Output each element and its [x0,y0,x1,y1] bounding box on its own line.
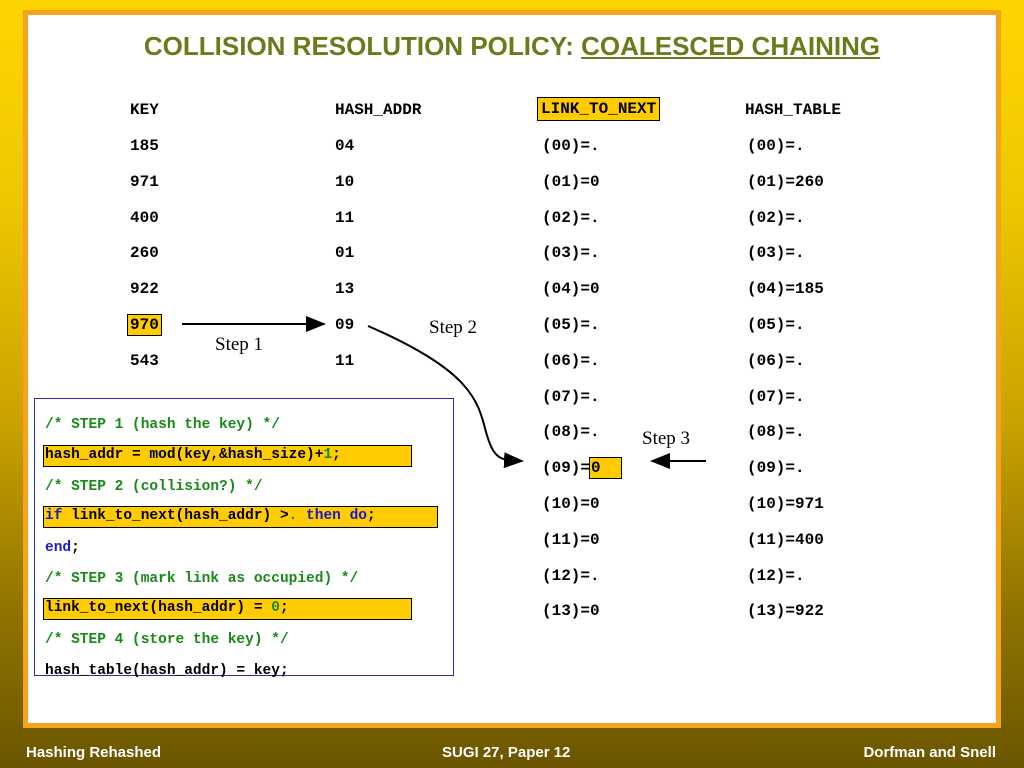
code-comment-step3: /* STEP 3 (mark link as occupied) */ [45,571,359,587]
title-emphasis: COALESCED CHAINING [581,31,881,61]
link-cell: (12)=. [542,567,600,585]
key-cell: 185 [130,137,159,155]
hash-addr-cell: 10 [335,173,355,191]
link-cell: (07)=. [542,388,600,406]
footer-center: SUGI 27, Paper 12 [442,744,571,761]
header-key: KEY [130,101,159,119]
code-line-hash: hash_addr = mod(key,&hash_size)+1; [45,447,341,463]
hash-table-cell: (00)=. [747,137,805,155]
hash-table-cell: (11)=400 [747,531,824,549]
hash-table-cell: (12)=. [747,567,805,585]
hash-table-cell: (08)=. [747,423,805,441]
hash-table-cell: (10)=971 [747,495,824,513]
link-cell: (01)=0 [542,173,600,191]
hash-table-cell: (07)=. [747,388,805,406]
hash-table-cell: (09)=. [747,459,805,477]
hash-table-cell: (03)=. [747,244,805,262]
link-cell: (08)=. [542,423,600,441]
step2-label: Step 2 [429,317,478,338]
code-box [34,398,454,679]
hash-table-cell: (05)=. [747,316,805,334]
hash-addr-cell: 09 [335,316,355,334]
key-cell: 543 [130,352,159,370]
key-cell: 400 [130,209,159,227]
link-cell: (10)=0 [542,495,600,513]
hash-addr-cell: 01 [335,244,355,262]
key-cell: 971 [130,173,159,191]
hash-addr-cell: 13 [335,280,355,298]
hash-table-cell: (04)=185 [747,280,824,298]
step1-label: Step 1 [215,334,264,355]
code-line-end: end; [45,540,80,556]
key-cell: 260 [130,244,159,262]
hash-table-cell: (02)=. [747,209,805,227]
hash-table-cell: (06)=. [747,352,805,370]
link-cell: (02)=. [542,209,600,227]
code-comment-step4: /* STEP 4 (store the key) */ [45,632,289,648]
header-link-to-next: LINK_TO_NEXT [538,98,659,120]
hash-addr-cell: 04 [335,137,355,155]
code-comment-step2: /* STEP 2 (collision?) */ [45,479,263,495]
link-cell: (00)=. [542,137,600,155]
header-hash-addr: HASH_ADDR [335,101,422,119]
code-comment-step1: /* STEP 1 (hash the key) */ [45,417,280,433]
key-cell: 970 [130,316,159,334]
link-cell: (09)=0 [542,459,621,477]
header-hash-table: HASH_TABLE [745,101,842,119]
footer-left: Hashing Rehashed [26,744,162,761]
hash-table-cell: (01)=260 [747,173,824,191]
hash-addr-cell: 11 [335,352,355,370]
hash-addr-cell: 11 [335,209,355,227]
code-line-store: hash_table(hash_addr) = key; [45,663,289,679]
link-cell: (13)=0 [542,602,600,620]
code-line-if: if link_to_next(hash_addr) >. then do; [45,508,376,524]
link-cell: (03)=. [542,244,600,262]
footer-right: Dorfman and Snell [863,744,996,761]
title-prefix: COLLISION RESOLUTION POLICY: [143,31,582,61]
link-09-value: 0 [590,458,621,478]
link-cell: (11)=0 [542,531,600,549]
link-cell: (04)=0 [542,280,600,298]
step3-label: Step 3 [642,428,691,449]
code-line-link: link_to_next(hash_addr) = 0; [45,600,289,616]
key-cell: 922 [130,280,159,298]
link-cell: (05)=. [542,316,600,334]
hash-table-cell: (13)=922 [747,602,824,620]
footer [0,740,1024,768]
link-cell: (06)=. [542,352,600,370]
